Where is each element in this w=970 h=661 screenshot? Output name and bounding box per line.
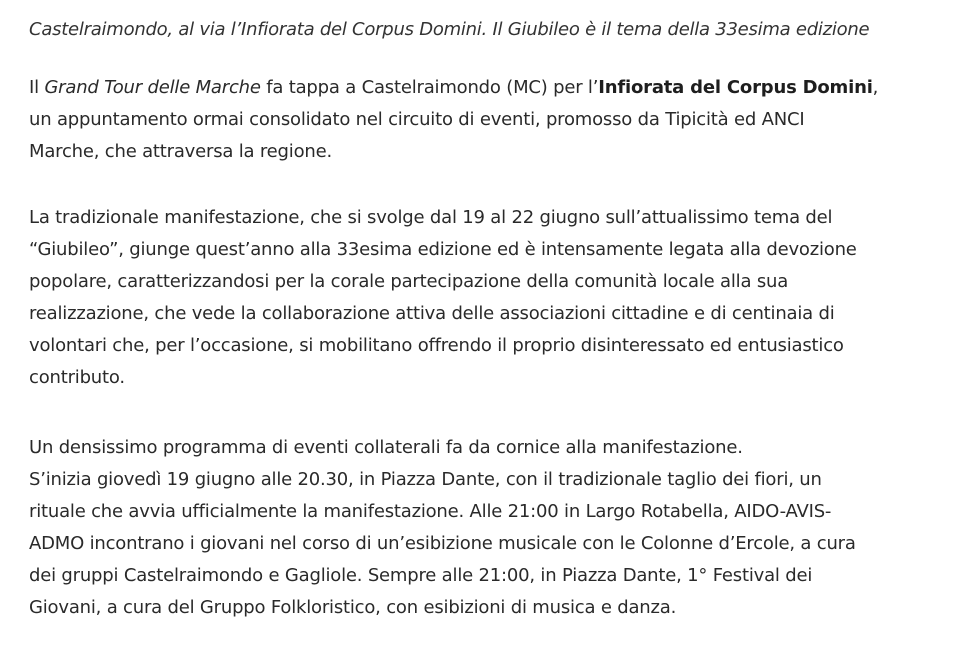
article-subtitle: Castelraimondo, al via l’Infiorata del Corpus Domini. Il Giubileo è il tema della 33esima edizione	[29, 19, 870, 40]
paragraph-intro	[29, 72, 950, 168]
text-run: Il	[29, 77, 45, 98]
paragraph-line: Un densissimo programma di eventi collaterali fa da cornice alla manifestazione.	[29, 437, 743, 458]
paragraph-line: popolare, caratterizzandosi per la corale partecipazione della comunità locale alla sua	[29, 271, 789, 292]
italic-text-grand-tour: Grand Tour delle Marche	[44, 77, 261, 98]
paragraph-line: volontari che, per l’occasione, si mobilitano offrendo il proprio disinteressato ed entusiastico	[29, 335, 844, 356]
paragraph-line: “Giubileo”, giunge quest’anno alla 33esima edizione ed è intensamente legata alla devozione	[29, 239, 857, 260]
text-run: fa tappa a Castelraimondo (MC) per l’	[260, 77, 599, 98]
paragraph-line: contributo.	[29, 367, 125, 388]
text-run: ,	[872, 77, 879, 98]
paragraph-line: Marche, che attraversa la regione.	[29, 141, 332, 162]
paragraph-manifestazione	[29, 202, 950, 394]
paragraph-line: rituale che avvia ufficialmente la manifestazione. Alle 21:00 in Largo Rotabella, AIDO-AVIS-	[29, 501, 832, 522]
paragraph-line: ADMO incontrano i giovani nel corso di un’esibizione musicale con le Colonne d’Ercole, a cura	[29, 533, 856, 554]
paragraph-line: Giovani, a cura del Gruppo Folkloristico, con esibizioni di musica e danza.	[29, 597, 677, 618]
paragraph-line: S’inizia giovedì 19 giugno alle 20.30, in Piazza Dante, con il tradizionale taglio dei fiori, un	[29, 469, 822, 490]
paragraph-programma	[29, 432, 950, 624]
paragraph-line: un appuntamento ormai consolidato nel circuito di eventi, promosso da Tipicità ed ANCI	[29, 109, 805, 130]
paragraph-line: dei gruppi Castelraimondo e Gagliole. Sempre alle 21:00, in Piazza Dante, 1° Festival dei	[29, 565, 813, 586]
paragraph-line: La tradizionale manifestazione, che si svolge dal 19 al 22 giugno sull’attualissimo tema del	[29, 207, 833, 228]
paragraph-line: realizzazione, che vede la collaborazione attiva delle associazioni cittadine e di centinaia di	[29, 303, 835, 324]
paragraph-line	[29, 72, 950, 104]
bold-text-infiorata: Infiorata del Corpus Domini	[598, 77, 873, 98]
